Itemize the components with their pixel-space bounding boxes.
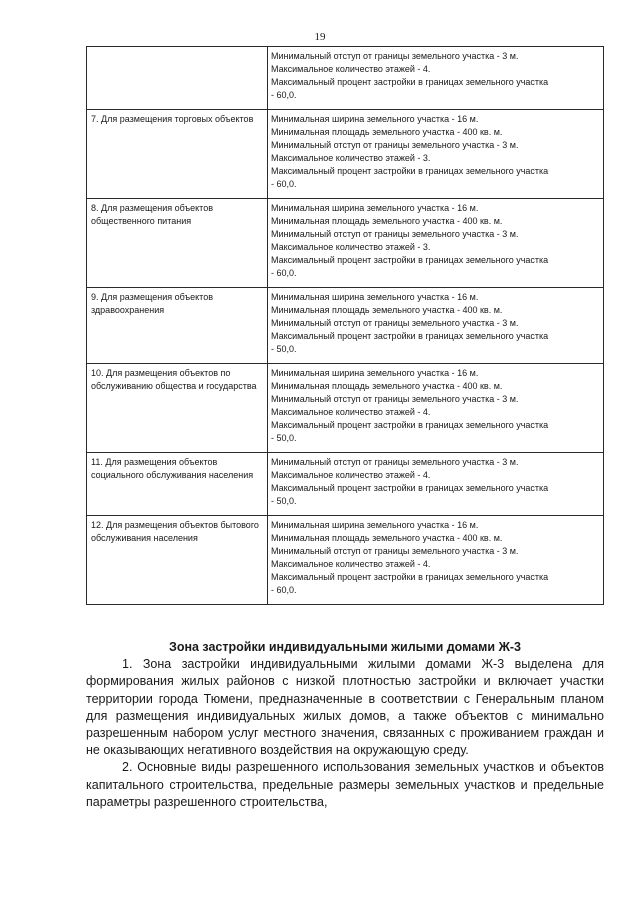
parameter-line: Максимальное количество этажей - 4. <box>271 470 431 480</box>
table-row <box>87 110 604 199</box>
parameters-cell <box>268 199 604 288</box>
parameters-cell <box>268 364 604 453</box>
parameters-cell <box>268 516 604 605</box>
parameter-line: Максимальное количество этажей - 3. <box>271 242 431 252</box>
parameter-line: - 50,0. <box>271 496 297 506</box>
parameter-line: Максимальное количество этажей - 4. <box>271 559 431 569</box>
parameter-line: - 60,0. <box>271 90 297 100</box>
parameter-line: Минимальный отступ от границы земельного участка - 3 м. <box>271 394 519 404</box>
parameter-line: Минимальный отступ от границы земельного участка - 3 м. <box>271 457 519 467</box>
parameter-line: Минимальная площадь земельного участка - 400 кв. м. <box>271 381 503 391</box>
use-type-cell: 12. Для размещения объектов бытового обслуживания населения <box>87 516 268 605</box>
parameter-line: Максимальное количество этажей - 4. <box>271 407 431 417</box>
parameter-line: - 60,0. <box>271 268 297 278</box>
parameter-line: Минимальный отступ от границы земельного участка - 3 м. <box>271 140 519 150</box>
use-type-cell: 10. Для размещения объектов по обслуживанию общества и государства <box>87 364 268 453</box>
parameters-cell <box>268 110 604 199</box>
parameter-line: Максимальный процент застройки в границах земельного участка <box>271 572 549 582</box>
use-type-cell: 8. Для размещения объектов общественного питания <box>87 199 268 288</box>
parameter-line: Минимальная площадь земельного участка - 400 кв. м. <box>271 533 503 543</box>
table-row <box>87 453 604 516</box>
parameter-line: Максимальное количество этажей - 4. <box>271 64 431 74</box>
parameter-line: Минимальная ширина земельного участка - 16 м. <box>271 292 479 302</box>
parameter-line: Минимальная ширина земельного участка - 16 м. <box>271 520 479 530</box>
parameter-line: Максимальный процент застройки в границах земельного участка <box>271 255 549 265</box>
parameter-line: Максимальный процент застройки в границах земельного участка <box>271 77 549 87</box>
parameter-line: Минимальный отступ от границы земельного участка - 3 м. <box>271 318 519 328</box>
parameter-line: - 60,0. <box>271 585 297 595</box>
parameter-line: Минимальная ширина земельного участка - 16 м. <box>271 114 479 124</box>
table-row <box>87 516 604 605</box>
table-row <box>87 364 604 453</box>
parameter-line: Максимальный процент застройки в границах земельного участка <box>271 331 549 341</box>
parameter-line: Максимальный процент застройки в границах земельного участка <box>271 420 549 430</box>
paragraph-1: 1. Зона застройки индивидуальными жилыми домами Ж-3 выделена для формирования жилых районов с низкой плотностью застройки и включает участки территории города Тюмени, предназначенные в соответствии с Генеральным планом для размещения индивидуальных жилых домов, а также объектов с минимально разрешенным набором услуг местного значения, связанных с проживанием граждан и не оказывающих негативного воздействия на окружающую среду. <box>86 657 604 758</box>
table-row <box>87 47 604 110</box>
parameters-cell <box>268 453 604 516</box>
use-type-cell <box>87 47 268 110</box>
parameter-line: - 50,0. <box>271 433 297 443</box>
parameter-line: Минимальный отступ от границы земельного участка - 3 м. <box>271 229 519 239</box>
section-body <box>86 639 604 811</box>
parameter-line: Максимальное количество этажей - 3. <box>271 153 431 163</box>
parameter-line: Минимальная площадь земельного участка - 400 кв. м. <box>271 216 503 226</box>
table-row <box>87 288 604 364</box>
parameters-cell <box>268 288 604 364</box>
use-type-cell: 9. Для размещения объектов здравоохранения <box>87 288 268 364</box>
page-number: 19 <box>314 31 326 43</box>
zoning-parameters-table <box>86 46 604 605</box>
parameter-line: Максимальный процент застройки в границах земельного участка <box>271 166 549 176</box>
table-row <box>87 199 604 288</box>
parameter-line: Минимальная площадь земельного участка - 400 кв. м. <box>271 305 503 315</box>
parameter-line: Минимальная ширина земельного участка - 16 м. <box>271 203 479 213</box>
parameter-line: Минимальная ширина земельного участка - 16 м. <box>271 368 479 378</box>
paragraph-2: 2. Основные виды разрешенного использования земельных участков и объектов капитального строительства, предельные размеры земельных участков и предельные параметры разрешенного строительства, <box>86 760 604 809</box>
use-type-cell: 7. Для размещения торговых объектов <box>87 110 268 199</box>
parameters-cell <box>268 47 604 110</box>
parameter-line: Максимальный процент застройки в границах земельного участка <box>271 483 549 493</box>
use-type-cell: 11. Для размещения объектов социального обслуживания населения <box>87 453 268 516</box>
parameter-line: - 50,0. <box>271 344 297 354</box>
section-heading: Зона застройки индивидуальными жилыми домами Ж-3 <box>168 640 521 654</box>
parameter-line: Минимальный отступ от границы земельного участка - 3 м. <box>271 546 519 556</box>
parameter-line: - 60,0. <box>271 179 297 189</box>
parameter-line: Минимальная площадь земельного участка - 400 кв. м. <box>271 127 503 137</box>
parameter-line: Минимальный отступ от границы земельного участка - 3 м. <box>271 51 519 61</box>
